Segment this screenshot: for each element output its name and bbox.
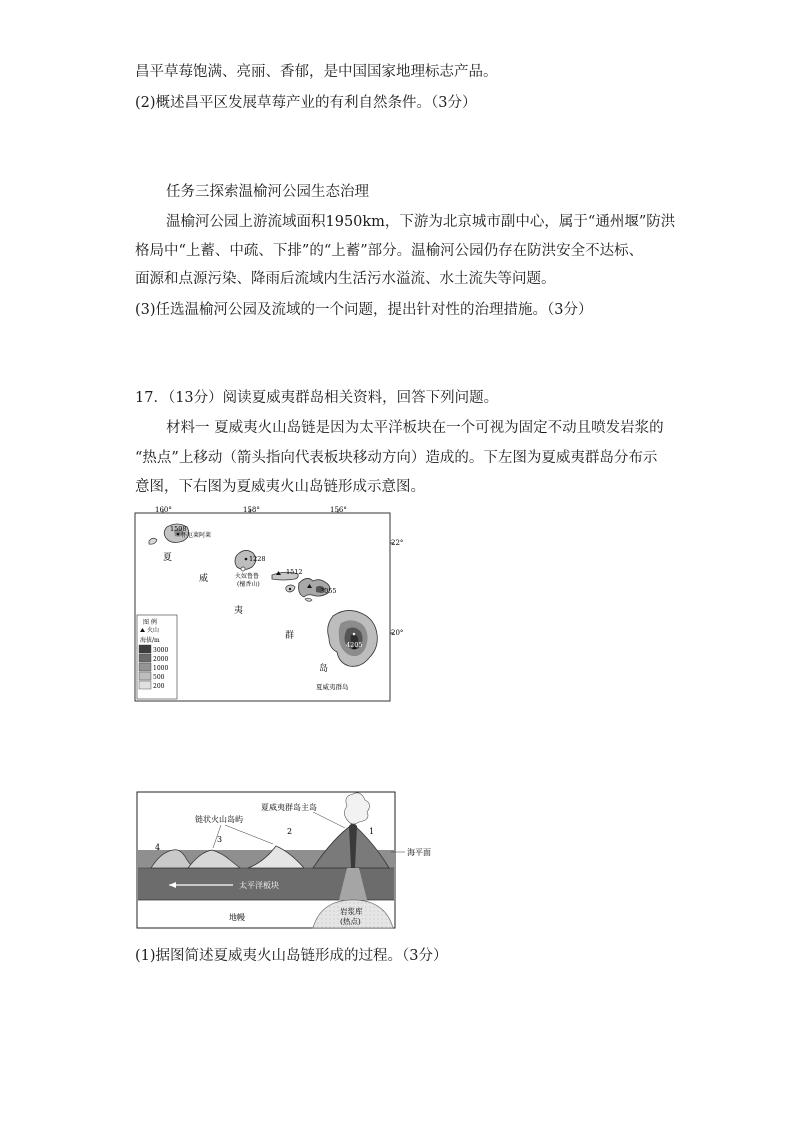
- task3-title: 任务三探索温榆河公园生态治理: [166, 184, 369, 200]
- island-name-char-4: 群: [285, 631, 295, 641]
- legend-500: 500: [153, 674, 165, 681]
- peak-1598: 1598: [170, 525, 187, 533]
- legend-title: 图 例: [143, 619, 157, 626]
- question-3: (3)任选温榆河公园及流域的一个问题，提出针对性的治理措施。（3分）: [135, 302, 593, 318]
- map-legend: [137, 615, 177, 699]
- island-name-char-5: 岛: [319, 664, 329, 674]
- lon-label-158: 158°: [243, 506, 260, 514]
- task3-text-line2: 格局中“上蓄、中疏、下排”的“上蓄”部分。温榆河公园仍存在防洪安全不达标、: [135, 243, 644, 259]
- legend-2000: 2000: [153, 656, 169, 663]
- material1-line1: 材料一 夏威夷火山岛链是因为太平洋板块在一个可视为固定不动且喷发岩浆的: [166, 420, 664, 436]
- lat-label-20: 20°: [391, 629, 404, 637]
- label-honolulu: 火奴鲁鲁: [235, 573, 260, 580]
- legend-3000: 3000: [153, 647, 169, 654]
- hawaii-islands-map: [133, 503, 404, 703]
- label-mantle: 地幔: [229, 913, 245, 922]
- task3-text-line3: 面源和点源污染、降雨后流域内生活污水溢流、水土流失等问题。: [135, 271, 556, 287]
- label-honolulu-alt: (檀香山): [237, 581, 260, 588]
- hotspot-cross-section: [133, 790, 443, 930]
- label-number-4: 4: [155, 843, 161, 852]
- peak-1512: 1512: [286, 568, 303, 576]
- material1-line2: “热点”上移动（箭头指向代表板块移动方向）造成的。下左图为夏威夷群岛分布示: [135, 450, 658, 466]
- label-hawaii-group: 夏威夷群岛: [316, 683, 349, 691]
- peak-4205: 4205: [346, 641, 363, 649]
- legend-altitude-title: 海拔/m: [140, 637, 160, 644]
- label-number-2: 2: [287, 827, 293, 836]
- label-chain: 链状火山岛屿: [195, 815, 243, 824]
- peak-1228: 1228: [249, 555, 266, 563]
- lon-label-156: 156°: [330, 506, 347, 514]
- lat-label-22: 22°: [391, 539, 404, 547]
- question-17: 17．（13分）阅读夏威夷群岛相关资料，回答下列问题。: [135, 390, 499, 406]
- question-2: (2)概述昌平区发展草莓产业的有利自然条件。（3分）: [135, 95, 477, 111]
- label-main-island: 夏威夷群岛主岛: [261, 803, 317, 812]
- question-17-1: (1)据图简述夏威夷火山岛链形成的过程。（3分）: [135, 948, 448, 964]
- lon-label-160: 160°: [155, 506, 172, 514]
- label-waialeale: 怀厄莱阿莱: [181, 532, 212, 539]
- material1-line3: 意图，下右图为夏威夷火山岛链形成示意图。: [135, 479, 425, 495]
- label-number-3: 3: [217, 835, 223, 844]
- label-number-1: 1: [369, 827, 375, 836]
- island-name-char-1: 夏: [163, 553, 173, 563]
- label-plate: 太平洋板块: [239, 881, 279, 890]
- label-magma: 岩浆库: [340, 907, 363, 916]
- legend-1000: 1000: [153, 665, 169, 672]
- island-name-char-2: 威: [199, 574, 209, 584]
- legend-volcano: 火山: [147, 627, 160, 634]
- label-sea-level: 海平面: [407, 848, 431, 857]
- peak-3055: 3055: [320, 587, 337, 595]
- task3-text-line1: 温榆河公园上游流域面积1950km，下游为北京城市副中心，属于“通州堰”防洪: [166, 214, 676, 230]
- island-name-char-3: 夷: [234, 606, 244, 616]
- label-hotspot: (热点): [340, 917, 361, 926]
- legend-200: 200: [153, 683, 165, 690]
- paragraph-strawberry: 昌平草莓饱满、亮丽、香郁，是中国国家地理标志产品。: [135, 64, 498, 80]
